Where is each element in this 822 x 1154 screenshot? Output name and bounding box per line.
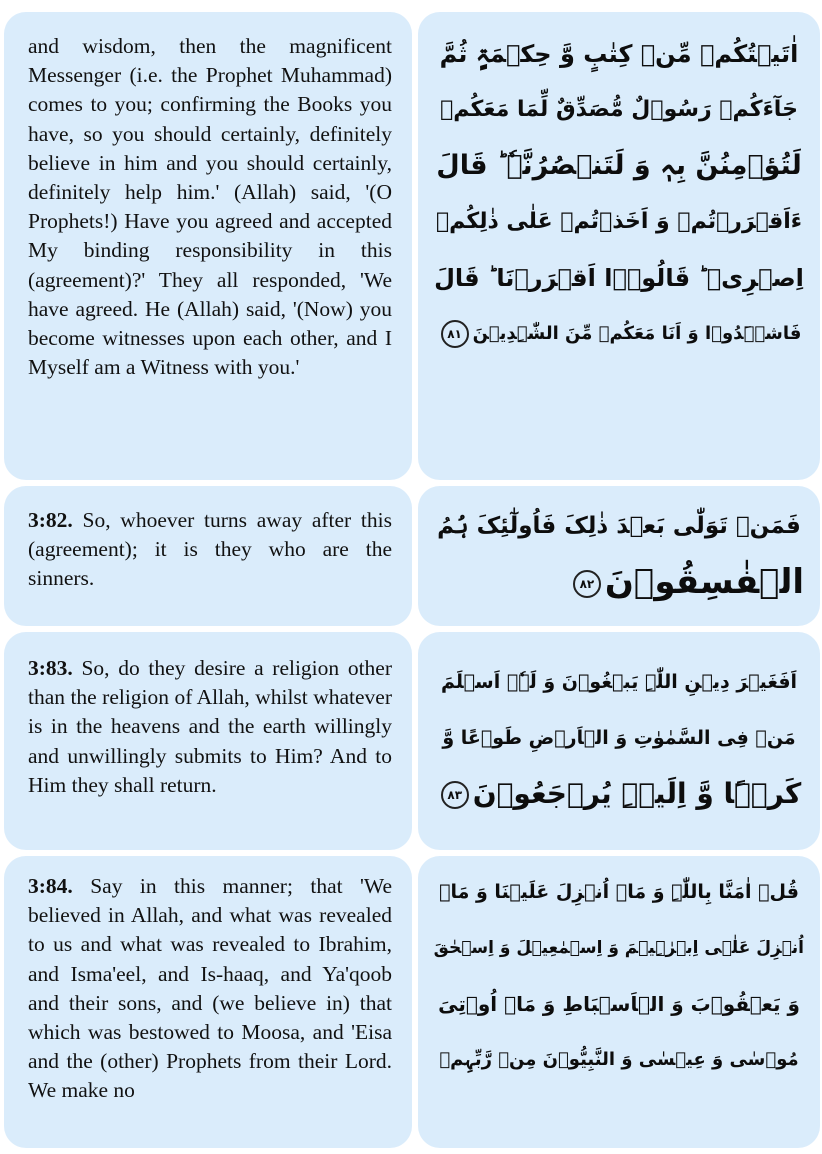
arabic-line: مَنۡ فِی السَّمٰوٰتِ وَ الۡاَرۡضِ طَوۡعًا وَّ: [442, 727, 796, 749]
arabic-line: مُوۡسٰی وَ عِیۡسٰی وَ النَّبِیُّوۡنَ مِنۡ رَّبِّہِمۡ: [439, 1049, 799, 1070]
ayah-number-marker: ٨٢: [573, 570, 601, 598]
english-translation-card: [4, 486, 412, 626]
arabic-line-last: [434, 306, 804, 362]
arabic-line: اِصۡرِیۡ ؕ قَالُوۡۤا اَقۡرَرۡنَا ؕ قَالَ: [434, 264, 804, 292]
arabic-line: فَمَنۡ تَوَلّٰی بَعۡدَ ذٰلِکَ فَاُولٰٓئِکَ ہُمُ: [437, 513, 801, 539]
arabic-text-card: [418, 12, 820, 480]
english-translation-text: So, do they desire a religion other than the religion of Allah, whilst whatever is in the heavens and the earth willingly and unwillingly submits to Him? And to Him they shall return.: [28, 656, 392, 797]
english-translation: [28, 654, 392, 800]
verse-reference: 3:82.: [28, 508, 73, 532]
arabic-text-card: [418, 632, 820, 850]
arabic-line: اٰتَیۡتُکُمۡ مِّنۡ کِتٰبٍ وَّ حِکۡمَۃٍ ثُمَّ: [439, 40, 799, 68]
english-translation: [28, 506, 392, 594]
arabic-line: اَفَغَیۡرَ دِیۡنِ اللّٰہِ یَبۡغُوۡنَ وَ لَہٗۤ اَسۡلَمَ: [440, 671, 798, 693]
english-translation-text: So, whoever turns away after this (agreement); it is they who are the sinners.: [28, 508, 392, 591]
arabic-line: قُلۡ اٰمَنَّا بِاللّٰہِ وَ مَاۤ اُنۡزِلَ عَلَیۡنَا وَ مَاۤ: [439, 881, 799, 903]
verse-reference: 3:83.: [28, 656, 73, 680]
arabic-line: جَآءَکُمۡ رَسُوۡلٌ مُّصَدِّقٌ لِّمَا مَعَکُمۡ: [440, 97, 798, 122]
english-translation-card: [4, 12, 412, 480]
arabic-line: ءَاَقۡرَرۡتُمۡ وَ اَخَذۡتُمۡ عَلٰی ذٰلِکُمۡ: [435, 209, 803, 234]
arabic-line: اُنۡزِلَ عَلٰۤی اِبۡرٰہِیۡمَ وَ اِسۡمٰعِیۡلَ وَ اِسۡحٰقَ: [434, 938, 804, 958]
arabic-line-text: الۡفٰسِقُوۡنَ: [604, 562, 804, 602]
arabic-text-card: [418, 856, 820, 1148]
ayah-number-marker: ٨٣: [441, 781, 469, 809]
verse-row-81: [4, 12, 820, 480]
arabic-line-last: [434, 766, 804, 822]
arabic-line-text: کَرۡہًا وَّ اِلَیۡہِ یُرۡجَعُوۡنَ: [472, 777, 802, 810]
ayah-number-marker: ٨١: [441, 320, 469, 348]
verse-row-82: [4, 486, 820, 626]
english-translation: [28, 872, 392, 1106]
english-translation-text: Say in this manner; that 'We believed in Allah, and what was revealed to us and what was revealed to Ibrahim, and Isma'eel, and Is-haaq, and Ya'qoob and their sons, and (we believe in) that which was bestowed to Moosa, and 'Eisa and the (other) Prophets from their Lord. We make no: [28, 874, 392, 1103]
verse-row-84: [4, 856, 820, 1148]
english-translation-card: [4, 632, 412, 850]
arabic-text-card: [418, 486, 820, 626]
arabic-line: لَتُؤۡمِنُنَّ بِہٖ وَ لَتَنۡصُرُنَّہٗ ؕ قَالَ: [436, 150, 802, 181]
arabic-line: وَ یَعۡقُوۡبَ وَ الۡاَسۡبَاطِ وَ مَاۤ اُوۡتِیَ: [438, 992, 800, 1016]
arabic-line-text: فَاشۡہَدُوۡا وَ اَنَا مَعَکُمۡ مِّنَ الشّٰہِدِیۡنَ: [472, 323, 802, 344]
arabic-line-last: [434, 554, 804, 610]
verse-row-83: [4, 632, 820, 850]
english-translation-card: [4, 856, 412, 1148]
verse-reference: 3:84.: [28, 874, 73, 898]
english-translation: and wisdom, then the magnificent Messenger (i.e. the Prophet Muhammad) comes to you; confirming the Books you have, so you should certainly, definitely believe in him and you should certainly, definitely help him.' (Allah) said, '(O Prophets!) Have you agreed and accepted My binding responsibility in this (agreement)?' They all responded, 'We have agreed. He (Allah) said, '(Now) you become witnesses upon each other, and I Myself am a Witness with you.': [28, 34, 392, 380]
